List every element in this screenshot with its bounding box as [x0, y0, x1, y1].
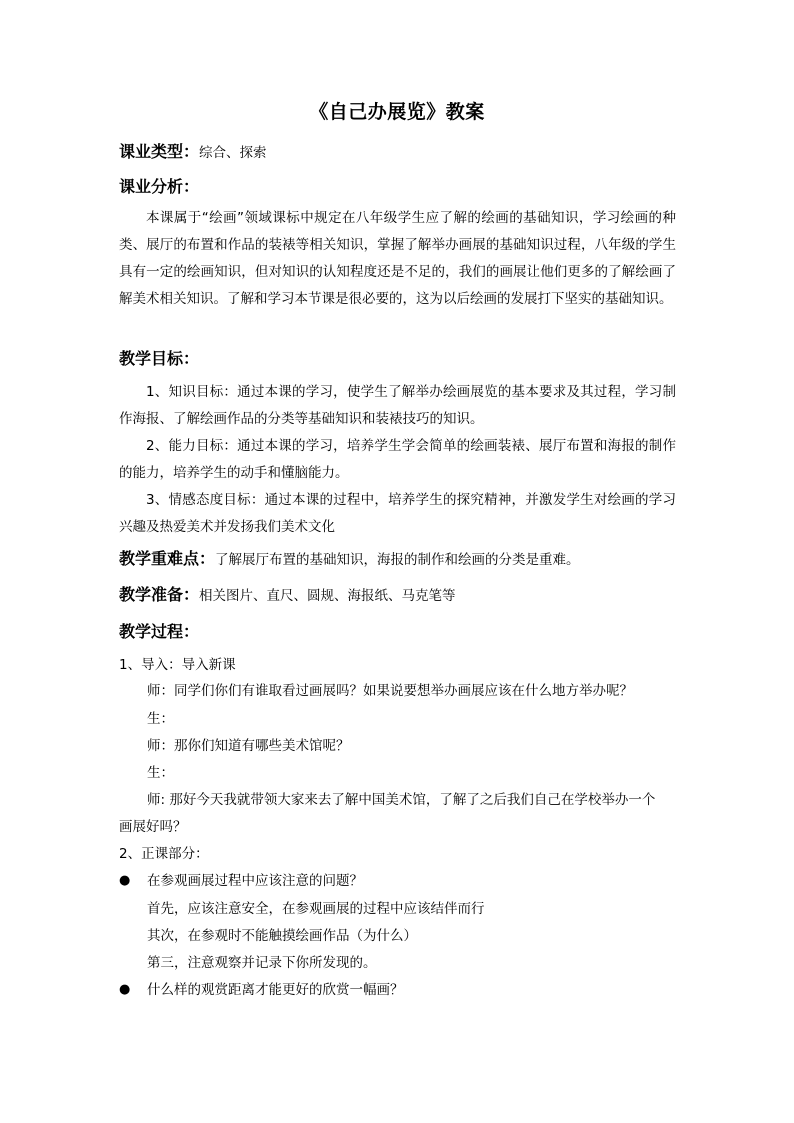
- course-type-label: 课业类型：: [119, 142, 200, 161]
- teacher-dialog-3-line-2: 画展好吗？: [119, 819, 187, 835]
- objective-item-1: 1、知识目标：通过本课的学习，使学生了解举办绘画展览的基本要求及其过程，学习制作海报、了解绘画作品的分类等基础知识和装裱技巧的知识。: [119, 384, 676, 427]
- preparation-label: 教学准备：: [119, 585, 200, 604]
- course-analysis-heading: 课业分析：: [119, 177, 200, 196]
- process-step-2: 2、正课部分：: [119, 846, 209, 862]
- document-title: 《自己办展览》教案: [309, 101, 485, 123]
- key-points-row: [119, 548, 580, 571]
- bullet-icon: ●: [119, 873, 131, 888]
- key-points-label: 教学重难点：: [119, 549, 216, 568]
- objective-item-2: 2、能力目标：通过本课的学习，培养学生学会简单的绘画装裱、展厅布置和海报的制作的能力，培养学生的动手和懂脑能力。: [119, 438, 676, 481]
- process-heading: 教学过程：: [119, 622, 200, 641]
- student-reply-1: 生：: [147, 711, 174, 727]
- objective-item-3: 3、情感态度目标：通过本课的过程中，培养学生的探究精神，并激发学生对绘画的学习兴趣及热爱美术并发扬我们美术文化: [119, 492, 676, 535]
- key-points-value: 了解展厅布置的基础知识，海报的制作和绘画的分类是重难。: [215, 552, 580, 568]
- student-reply-2: 生：: [147, 765, 174, 781]
- note-first: 首先，应该注意安全，在参观画展的过程中应该结伴而行: [147, 901, 485, 917]
- note-second: 其次，在参观时不能触摸绘画作品（为什么）: [147, 928, 417, 944]
- course-analysis-paragraph: 本课属于“绘画”领域课标中规定在八年级学生应了解的绘画的基础知识，学习绘画的种类、展厅的布置和作品的装裱等相关知识，掌握了解举办画展的基础知识过程，八年级的学生具有一定的绘画知识，但对知识的认知程度还是不足的，我们的画展让他们更多的了解绘画了解美术相关知识。了解和学习本节课是很必要的，这为以后绘画的发展打下坚实的基础知识。: [119, 210, 676, 307]
- bullet-item-2: 什么样的观赏距离才能更好的欣赏一幅画？: [147, 982, 404, 998]
- teacher-dialog-1: 师：同学们你们有谁取看过画展吗？如果说要想举办画展应该在什么地方举办呢？: [147, 683, 633, 699]
- preparation-value: 相关图片、直尺、圆规、海报纸、马克笔等: [199, 588, 456, 604]
- teacher-dialog-3-line-1: 师: 那好今天我就带领大家来去了解中国美术馆，了解了之后我们自己在学校举办一个: [147, 792, 656, 808]
- course-type-value: 综合、探索: [199, 145, 267, 161]
- note-third: 第三，注意观察并记录下你所发现的。: [147, 955, 377, 971]
- course-type-row: [119, 141, 267, 164]
- preparation-row: [119, 584, 456, 607]
- process-step-1: 1、导入：导入新课: [119, 657, 236, 673]
- bullet-icon: ●: [119, 982, 131, 997]
- bullet-item-1: 在参观画展过程中应该注意的问题？: [147, 873, 363, 889]
- objectives-heading: 教学目标：: [119, 349, 200, 368]
- teacher-dialog-2: 师：那你们知道有哪些美术馆呢？: [147, 738, 350, 754]
